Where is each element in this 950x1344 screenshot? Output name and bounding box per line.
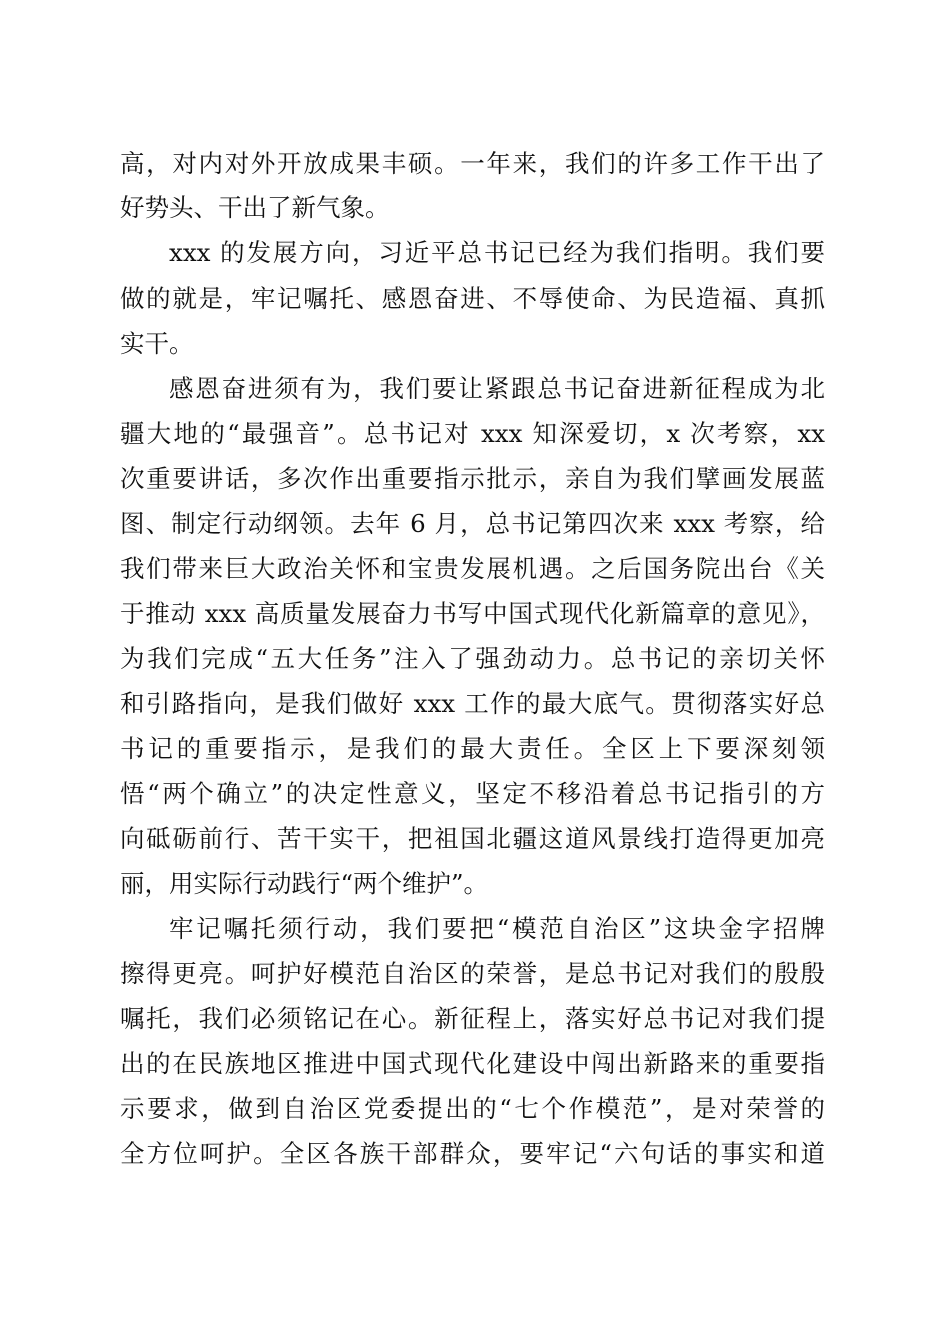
text-line: 和引路指向，是我们做好 xxx 工作的最大底气。贯彻落实好总 [120, 689, 825, 718]
text-line: 次重要讲话，多次作出重要指示批示，亲自为我们擘画发展蓝 [120, 464, 825, 493]
text-line: 做的就是，牢记嘱托、感恩奋进、不辱使命、为民造福、真抓 [120, 284, 825, 313]
text-line: 擦得更亮。呵护好模范自治区的荣誉，是总书记对我们的殷殷 [120, 959, 825, 988]
text-line: 嘱托，我们必须铭记在心。新征程上，落实好总书记对我们提 [120, 1004, 825, 1033]
text-line: 牢记嘱托须行动，我们要把“模范自治区”这块金字招牌 [169, 914, 825, 943]
text-line: xxx 的发展方向，习近平总书记已经为我们指明。我们要 [169, 238, 825, 267]
text-line: 为我们完成“五大任务”注入了强劲动力。总书记的亲切关怀 [120, 644, 825, 673]
text-line: 好势头、干出了新气象。 [120, 193, 390, 222]
text-line: 向砥砺前行、苦干实干，把祖国北疆这道风景线打造得更加亮 [120, 824, 825, 853]
text-line: 感恩奋进须有为，我们要让紧跟总书记奋进新征程成为北 [169, 374, 825, 403]
text-line: 书记的重要指示，是我们的最大责任。全区上下要深刻领 [120, 734, 825, 763]
text-line: 图、制定行动纲领。去年 6 月，总书记第四次来 xxx 考察，给 [120, 509, 825, 538]
text-line: 高，对内对外开放成果丰硕。一年来，我们的许多工作干出了 [120, 149, 825, 178]
text-line: 全方位呵护。全区各族干部群众，要牢记“六句话的事实和道 [120, 1139, 825, 1168]
text-line: 悟“两个确立”的决定性意义，坚定不移沿着总书记指引的方 [120, 779, 825, 808]
text-line: 示要求，做到自治区党委提出的“七个作模范”，是对荣誉的 [120, 1094, 825, 1123]
text-line: 我们带来巨大政治关怀和宝贵发展机遇。之后国务院出台《关 [120, 554, 825, 583]
text-line: 丽，用实际行动践行“两个维护”。 [120, 869, 489, 898]
text-line: 出的在民族地区推进中国式现代化建设中闯出新路来的重要指 [120, 1049, 825, 1078]
text-line: 于推动 xxx 高质量发展奋力书写中国式现代化新篇章的意见》， [120, 599, 825, 628]
text-line: 疆大地的“最强音”。总书记对 xxx 知深爱切，x 次考察，xx [120, 419, 825, 448]
text-line: 实干。 [120, 329, 194, 358]
